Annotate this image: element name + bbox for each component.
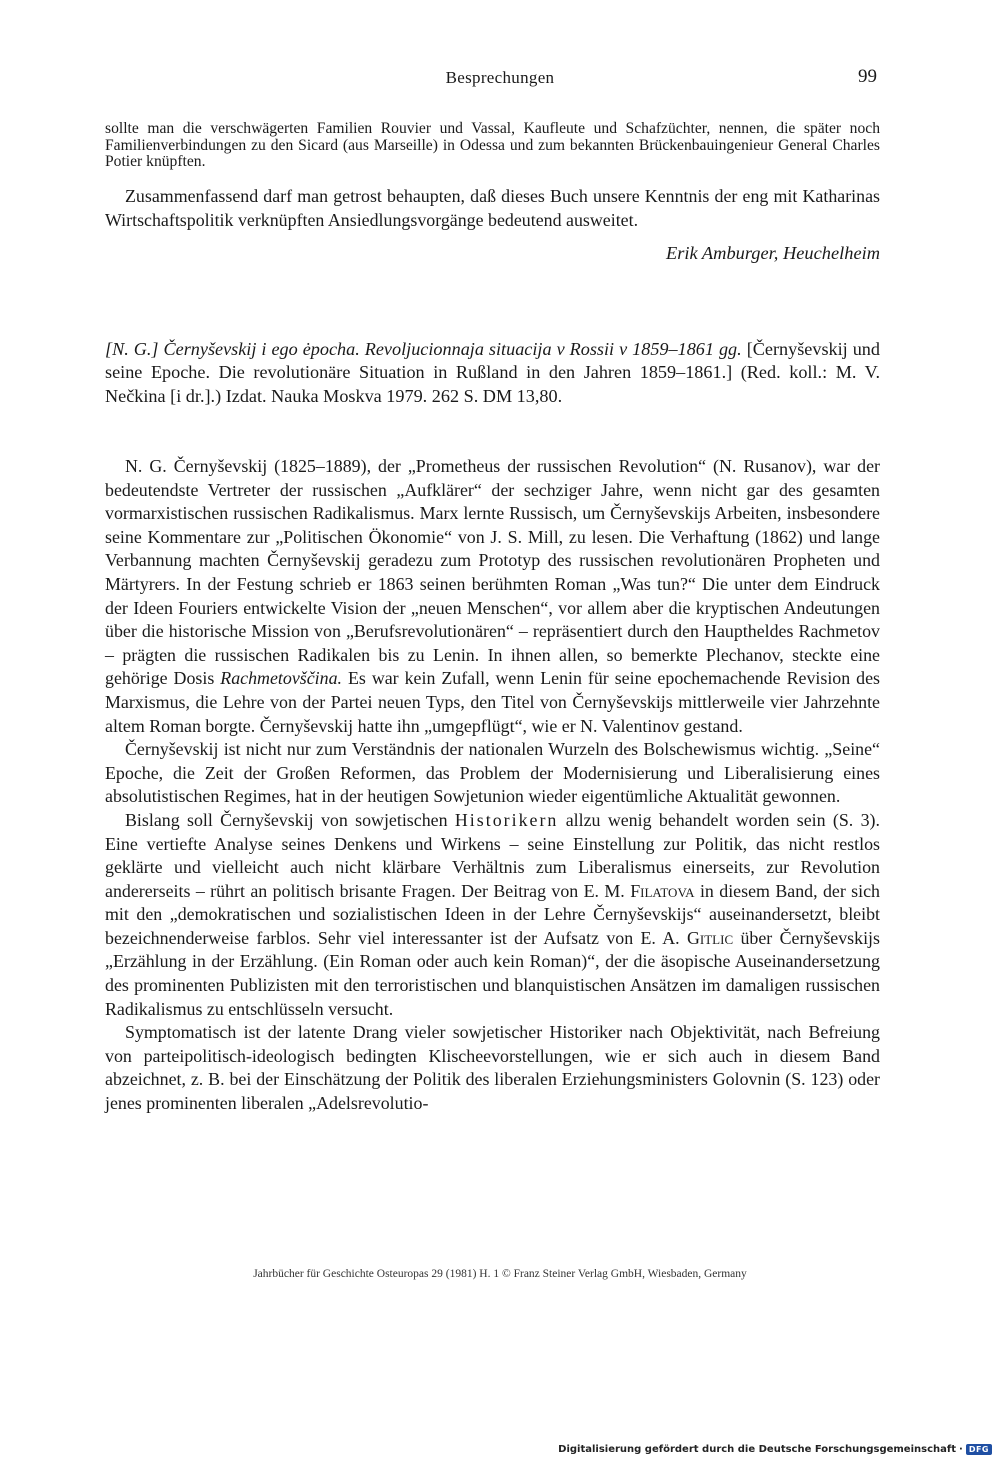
author-name: Gitlic [686, 927, 734, 948]
header-title: Besprechungen [445, 68, 555, 87]
paragraph-text: N. G. Černyševskij (1825–1889), der „Prometheus der russischen Revolution“ (N. Rusanov), war der bedeutendste Vertreter der russischen „Aufklärer“ der sechziger Jahre, wenn nicht gar des gesamten vormarxistischen russischen Radikalismus. Marx lernte Russisch, um Černyševskijs Arbeiten, insbesondere seine Kommentare zur „Politischen Ökonomie“ von J. S. Mill, zu lesen. Die Verhaftung (1862) und lange Verbannung machten Černyševskij geradezu zum Prototyp des russischen revolutionären Propheten und Märtyrers. In der Festung schrieb er 1863 seinen berühmten Roman „Was tun?“ Die unter dem Eindruck der Ideen Fouriers entwickelte Vision der „neuen Menschen“, vor allem aber die kryptischen Andeutungen über die historische Mission von „Berufsrevolutionären“ – repräsentiert durch den Hauptheldes Rachmetov – prägten die russischen Radikalen bis zu Lenin. In ihnen allen, so bemerkte Plechanov, steckte eine gehörige Dosis [105, 456, 880, 689]
spaced-emphasis-text: Historikern [454, 809, 559, 830]
citation-details: [Černyševskij und seine Epoche. Die revolutionäre Situation in Rußland in den Jahren 1859–1861.] (Red. koll.: M. V. Nečkina [i dr.].) Izdat. Nauka Moskva 1979. 262 S. DM 13,80. [105, 339, 880, 406]
previous-review-tail [105, 121, 880, 171]
paragraph-text: Bislang soll Černyševskij von sowjetischen [125, 809, 448, 830]
previous-review-closing-block [105, 185, 880, 232]
review-citation [105, 338, 880, 408]
citation-title: [N. G.] Černyševskij i ego ėpocha. Revoljucionnaja situacija v Rossii v 1859–1861 gg. [105, 339, 742, 359]
emphasis-text: Rachmetovščina. [220, 668, 342, 689]
dfg-notice [558, 1444, 992, 1455]
review-paragraph-2: Černyševskij ist nicht nur zum Verständnis der nationalen Wurzeln des Bolschewismus wichtig. „Seine“ Epoche, die Zeit der Großen Reformen, das Problem der Modernisierung und Liberalisierung eines absolutistischen Regimes, hat in der heutigen Sowjetunion wieder eigentümliche Aktualität gewonnen. [105, 739, 880, 807]
previous-review-closing: Zusammenfassend darf man getrost behaupten, daß dieses Buch unsere Kenntnis der eng mit Katharinas Wirtschaftspolitik verknüpften Ansiedlungsvorgänge bedeutend ausweitet. [105, 186, 880, 230]
paragraph-text: Es war kein Zufall, wenn Lenin für seine epochemachende Revision des Marxismus, die Lehre von der Partei neuen Typs, den Titel von Černyševskijs mittlerweile vier Jahrzehnte altem Roman borgte. Černyševskij hatte ihn „umgepflügt“, wie er N. Valentinov gestand. [105, 668, 880, 736]
review-paragraph-1 [105, 455, 880, 738]
dfg-notice-text: Digitalisierung gefördert durch die Deutsche Forschungsgemeinschaft [558, 1444, 957, 1455]
reviewer-signature: Erik Amburger, Heuchelheim [666, 243, 880, 263]
previous-review-text: sollte man die verschwägerten Familien Rouvier und Vassal, Kaufleute und Schafzüchter, nennen, die später noch Familienverbindungen zu den Sicard (aus Marseille) in Odessa und zum bekannten Brückenbauingenieur General Charles Potier knüpften. [105, 120, 880, 170]
paragraph-text: allzu wenig behandelt worden sein (S. 3). Eine vertiefte Analyse seines Denkens und Wirkens – seine Einstellung zur Politik, das nicht restlos geklärte und vielleicht auch nicht klärbare Verhältnis zum Liberalismus einerseits, zur Revolution andererseits – rührt an politisch brisante Fragen. Der Beitrag von E. M. [105, 809, 880, 901]
dfg-logo-icon: DFG [966, 1444, 992, 1455]
dfg-separator: · [959, 1444, 963, 1455]
journal-footer: Jahrbücher für Geschichte Osteuropas 29 (1981) H. 1 © Franz Steiner Verlag GmbH, Wiesbaden, Germany [253, 1268, 747, 1280]
review-body [105, 455, 880, 1116]
page-number: 99 [858, 66, 877, 87]
paragraph-text: über Černyševskijs „Erzählung in der Erzählung. (Ein Roman oder auch kein Roman)“, der die äsopische Auseinandersetzung des prominenten Publizisten mit den terroristischen und blanquistischen Ansätzen im damaligen russischen Radikalismus zu entschlüsseln versucht. [105, 927, 880, 1019]
author-name: Filatova [630, 880, 695, 901]
review-paragraph-4: Symptomatisch ist der latente Drang vieler sowjetischer Historiker nach Objektivität, nach Befreiung von parteipolitisch-ideologisch bedingten Klischeevorstellungen, wie er sich auch in diesem Band abzeichnet, z. B. bei der Einschätzung der Politik des liberalen Erziehungsministers Golovnin (S. 123) oder jenes prominenten liberalen „Adelsrevolutio- [105, 1022, 880, 1114]
paragraph-text: in diesem Band, der sich mit den „demokratischen und sozialistischen Ideen in der Lehre Černyševskijs“ auseinandersetzt, bleibt bezeichnenderweise farblos. Sehr viel interessanter ist der Aufsatz von E. A. [105, 880, 880, 948]
review-paragraph-3 [105, 809, 880, 1021]
